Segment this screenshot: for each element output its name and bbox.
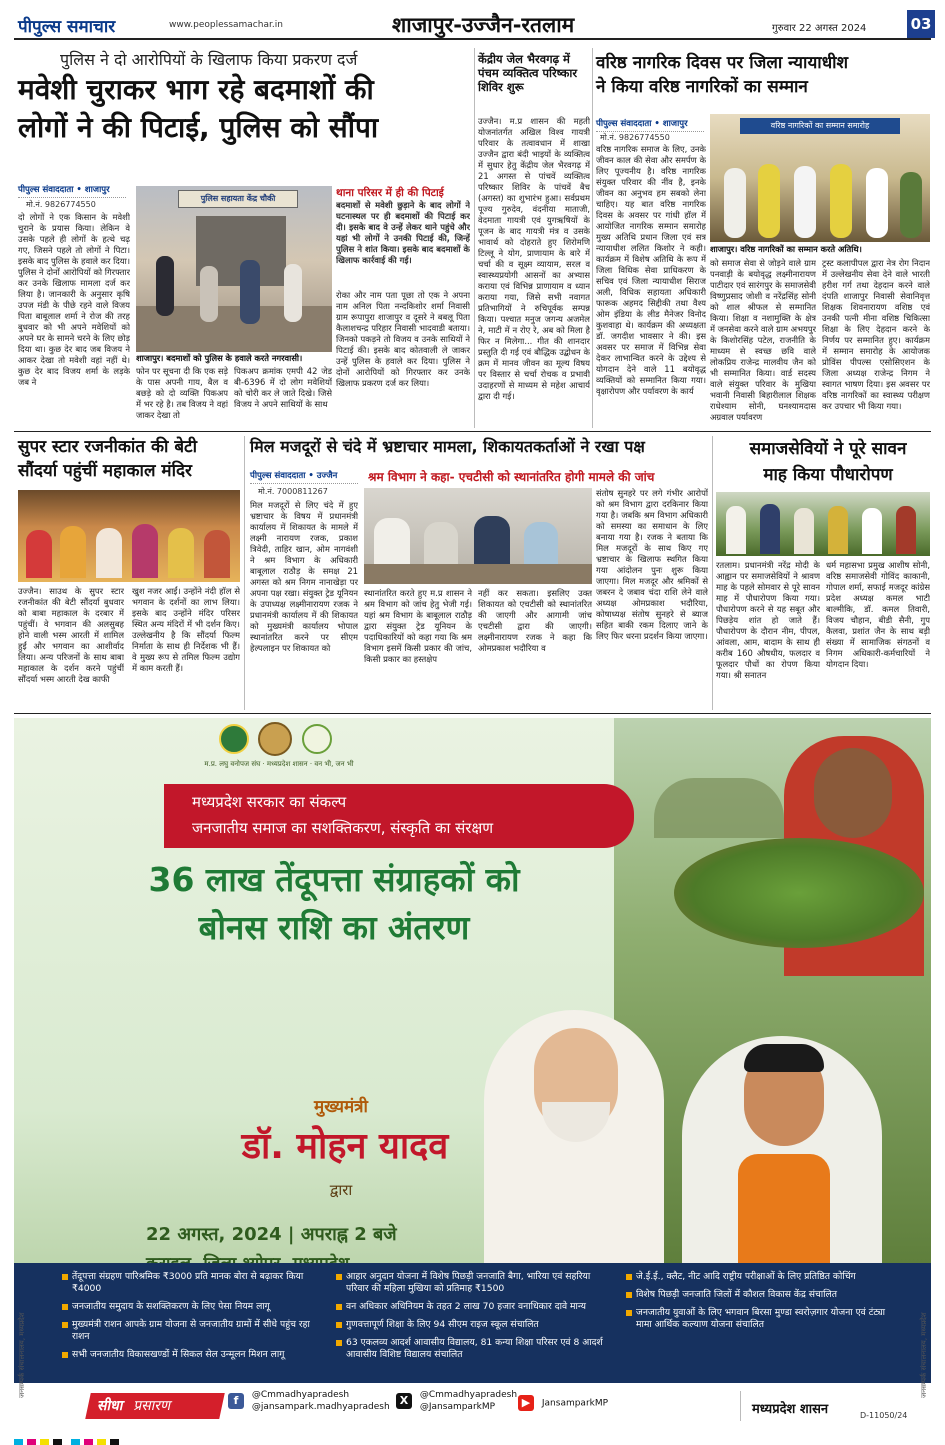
achievement-item: जनजातीय युवाओं के लिए भगवान बिरसा मुण्डा स्वरोज़गार योजना एवं टंट्या मामा आर्थिक कल्याण योजना संचालित — [624, 1307, 886, 1331]
story1-side-text-b: रोका और नाम पता पूछा तो एक ने अपना नाम अनिल पिता नन्दकिशोर शर्मा निवासी ग्राम रूपापुरा शाजापुर व दूसरे ने बबलू पिता कैलाशचन्द्र परिहार निवासी भादवाडी बताया। जिनको पकड़ने तो विजय व उनके साथियों ने पिटाई की। इसके बाद कोतवाली ले जाकर उन्हें पुलिस के हवाले कर दिया। पुलिस ने दोनों आरोपियों को गिरफ्तार कर उनके खिलाफ प्रकरण दर्ज कर लिया। — [336, 290, 470, 388]
ad-release-code: D-11050/24 — [860, 1411, 908, 1420]
story5-column-c: नहीं कर सकता। इसलिए उक्त शिकायत को एचटीसी को स्थानांतरित की जाएगी और आगामी जांच एचटीसी द्वारा की जाएगी। लक्ष्मीनारायण रजक ने कहा कि ओमप्रकाश भदौरिया व — [478, 588, 592, 653]
police-sign: पुलिस सहायता केंद्र चौकी — [178, 190, 298, 208]
story6-photo — [716, 492, 930, 556]
story1-photo — [136, 186, 332, 352]
story3-byline: पीपुल्स संवाददाता • शाजापुर — [596, 118, 704, 132]
facebook-handle-1[interactable]: @Cmmadhyapradesh — [251, 1390, 350, 1400]
story3-photo — [710, 114, 930, 242]
ad-credit-left: जनसम्पर्क संचालनालय, मध्यप्रदेश — [18, 1312, 26, 1398]
achievement-item: तेंदूपत्ता संग्रहण पारिश्रमिक ₹3000 प्रति मानक बोरा से बढ़ाकर किया ₹4000 — [60, 1271, 318, 1295]
story1-byline: पीपुल्स संवाददाता • शाजापुर — [18, 184, 126, 198]
story2-text: उज्जैन। म.प्र शासन की महती योजनांतर्गत अखिल विश्व गायत्री परिवार के तत्वावधान में शाखा उज्जैन द्वारा बंदी भाइयों के व्यक्तित्व में सुधार हेतु केंद्रीय जेल भैरवगढ़ में 21 अगस्त से पांचवें व्यक्तित्व परिष्कार शिविर के पांचवें बैच (अगस्त) का शुभारंभ हुआ। सर्वप्रथम पूज्य गुरुदेव, वंदनीया माताजी, वेदमाता गायत्री एवं युगऋषियों के पूजन के बाद गायत्री मंत्र व उसके भावार्थ को दोहराते हुए शिरोमणि टिल्लू ने योग, प्राणायाम के बारे में चर्चा की व सूक्ष्म व्यायाम, सरल व स्वास्थ्यप्रयोगी आसनों का अभ्यास कराया एवं विभिन्न प्राणायाम व ध्यान कराया गया, जिसे सभी नवागत प्रतिभागियों ने रुचिपूर्वक सम्पन्न किया। पश्चात मनुज जगन्य अजमेल ने, माटी में न रोए रे, अब को मिला है फिर न मिलेगा... गीत की शानदार प्रस्तुति दी गई एवं बौद्धिक उद्बोधन के क्रम में मानव जीवन का मूल्य विषय पर विस्तार से चर्चा रोचक व प्रभावी उदाहरणों से माध्यम से महेश आचार्य द्वारा दी गई। — [478, 116, 590, 401]
ad-title-line1: 36 लाख तेंदूपत्ता संग्राहकों को — [148, 860, 520, 899]
story1-column-bottom-a: फोन पर सूचना दी कि एक सड़े के पास अपनी गाय, बैल व बछड़े को दो व्यक्ति पिकअप में भर रहे है। तब विजय ने वहां जाकर देखा तो — [136, 366, 228, 420]
ad-title-line2: बोनस राशि का अंतरण — [198, 908, 470, 947]
story5-byline: पीपुल्स संवाददाता • उज्जैन — [250, 470, 358, 484]
achievement-item: विशेष पिछड़ी जनजाति जिलों में कौशल विकास केंद्र संचालित — [624, 1289, 886, 1301]
sidha-label: सीधा — [96, 1398, 126, 1414]
story5-subhead: श्रम विभाग ने कहा- एचटीसी को स्थानांतरित होगी मामले की जांच — [368, 470, 655, 484]
story3-column-b: को समाज सेवा से जोड़ने वाले ग्राम पनवाड़ी के बयोवृद्ध लक्ष्मीनारायण पाटीदार एवं सारंगपुर के समाजसेवी विष्णुप्रसाद जोशी व नरेंद्रसिंह सोनी को शाल श्रीफल से सम्मानित किया। शिक्षा व नशामुक्ति के क्षेत्र में जनसेवा करने वाले ग्राम अभयपुर के किशोरसिंह पटेल, राजनीति के माध्यम से स्वच्छ छवि वाले लोकप्रिय राजेन्द्र मालवीय जैन को भी सम्मानित किया। वार्ड सदस्य वाले संयुक्त परिवार के मुखिया भवानी निवासी बिहारीलाल शिक्षक राधेश्याम सोनी, घनश्यामदास अग्रवाल पर्यावरण — [710, 258, 816, 422]
issue-date: गुरुवार 22 अगस्त 2024 — [772, 23, 867, 34]
story6-headline-line1[interactable]: समाजसेवियों ने पूरे सावन — [749, 439, 907, 459]
logo-caption-2: मध्यप्रदेश शासन — [266, 760, 308, 768]
story3-column-a: वरिष्ठ नागरिक समाज के लिए, उनके जीवन काल की सेवा और समर्पण के लिए पूज्यनीय है। वरिष्ठ नागरिक संयुक्त परिवार की नींव है, इनके जीवन का अनुभव हम सबको लेना चाहिए। यह बात वरिष्ठ नागरिक दिवस के अवसर पर गांधी हॉल में आयोजित नागरिक सम्मान समारोह मुख्य अतिथि प्रधान जिला एवं सत्र न्यायाधीश ललित किशोर ने कही। कार्यक्रम में विशेष अतिथि के रूप में जिला विधिक सेवा प्राधिकरण के सचिव एवं जिला न्यायाधीश सिराज अली, विधिक सहायता अधिकारी फारूक अहमद सिद्दीकी तथा वैश्य ओम इंडिया के लीड मैनेजर विनोद कुशवाहा थे। कार्यक्रम की अध्यक्षता डॉ. जगदीश भावसार ने की। इस अवसर पर समाज में विभिन्न सेवा देकर लाभान्वित करने के उद्देश्य से योगदान देने वाले 11 बयोवृद्ध व्यक्तियों को सम्मानित किया गया। वृक्षारोपण और पर्यावरण के कार्य — [596, 144, 706, 396]
ad-pledge-line1: मध्यप्रदेश सरकार का संकल्प — [192, 793, 347, 811]
sidha-prasaran-badge — [85, 1393, 225, 1419]
prasaran-label: प्रसारण — [132, 1398, 173, 1414]
achievement-item: वन अधिकार अधिनियम के तहत 2 लाख 70 हजार वनाधिकार दावे मान्य — [334, 1301, 610, 1313]
story6-column-b: धर्म महासभा प्रमुख आशीष सोनी, वरिष्ठ समाजसेवी गोविंद काकानी, गोपाल शर्मा, सफाई मजदूर कांग्रेस प्रदेश अध्यक्ष कमल भाटी बाल्मीकि, डॉ. कमल तिवारी, विजय चौहान, बीडी सैनी, गुप कैलवा, प्रशांत जैन के साथ बड़ी संख्या में सामाजिक संगठनों व निगम अधिकारी-कर्मचारियों ने योगदान दिया। — [826, 560, 930, 669]
story1-photo-caption: शाजापुर। बदमाशों को पुलिस के हवाले करते नगरवासी। — [136, 353, 303, 363]
logo-caption-3: वन भी, जन भी — [314, 760, 354, 768]
story4-headline-line2[interactable]: सौंदर्या पहुंचीं महाकाल मंदिर — [18, 461, 192, 481]
story3-headline-line2[interactable]: ने किया वरिष्ठ नागरिकों का सम्मान — [596, 77, 808, 97]
story5-mobile: मो.नं. 7000811267 — [258, 487, 328, 496]
ad-credit-right: जनसम्पर्क संचालनालय, मध्यप्रदेश — [920, 1312, 928, 1398]
x-twitter-icon[interactable]: X — [396, 1393, 412, 1409]
masthead — [14, 10, 931, 40]
story3-photo-caption: शाजापुर। वरिष्ठ नागरिकों का सम्मान करते अतिथि। — [710, 244, 862, 254]
story1-kicker: पुलिस ने दो आरोपियों के खिलाफ किया प्रकरण दर्ज — [60, 50, 358, 69]
achievement-item: जे.ई.ई., क्लैट, नीट आदि राष्ट्रीय परीक्षाओं के लिए प्रतिष्ठित कोचिंग — [624, 1271, 886, 1283]
story2-headline[interactable]: केंद्रीय जेल भैरवगढ़ में पंचम व्यक्तित्व परिष्कार शिविर शुरू — [478, 52, 578, 94]
x-handles[interactable] — [396, 1389, 517, 1413]
cm-designation: मुख्यमंत्री — [314, 1097, 368, 1117]
story4-column-a: उज्जैन। साउथ के सुपर स्टार रजनीकांत की बेटी सौंदर्या बुधवार को बाबा महाकाल के दरबार में पहुंचीं। वे भगवान की अलसुबह होने वाली भस्म आरती में शामिल हुईं और भगवान का आशीर्वाद लिया। अन्य परिजनों के साथ बाबा महाकाल के दर्शन करने पहुंचीं सौंदर्या भस्म आरती देख काफी — [18, 586, 124, 684]
achievement-item: 63 एकलव्य आदर्श आवासीय विद्यालय, 81 कन्या शिक्षा परिसर एवं 8 आदर्श आवासीय विशिष्ट विद्यालय संचालित — [334, 1337, 610, 1361]
story5-column-d: संतोष सुनहरे पर लगे गंभीर आरोपों को श्रम विभाग द्वारा दरकिनार किया गया है। जबकि श्रम विभाग अधिकारी को समस्या का समाधान के लिए बनाया गया है। रजक ने बताया कि मिल मजदूरों के साथ किए गए भ्रष्टाचार के खिलाफ स्थगित किया गया आंदोलन पुनः शुरू किया जाएगा। मिल मजदूर और श्रमिकों से जबरन दे जबाव चंदा राशि लेने वाले अध्यक्ष ओमप्रकाश भदौरिया, कोषाध्यक्ष संतोष सुनहरे से ब्याज सहित बाकी रकम दिलाए जाने के लिए फिर धरना प्रदर्शन किया जाएगा। — [596, 488, 708, 641]
youtube-icon[interactable]: ▶ — [518, 1395, 534, 1411]
ad-date-time: 22 अगस्त, 2024 | अपराह्न 2 बजे — [146, 1224, 397, 1245]
story4-column-b: खुश नजर आईं। उन्होंने नंदी हॉल से भगवान के दर्शनों का लाभ लिया। इसके बाद उन्होंने मंदिर परिसर स्थित अन्य मंदिरों में भी दर्शन किए। उल्लेखनीय है कि सौंदर्या फिल्म निर्माता के साथ ही निर्देशक भी हैं। वे मुख्य रूप से तमिल फिल्म उद्योग में काम करती हैं। — [132, 586, 240, 673]
story3-column-c: ट्रस्ट कलापीपल द्वारा नेत्र रोग निदान में उल्लेखनीय सेवा देने वाले भारती हरीश गर्ग तथा देहदान करने वाले दंपति शाजापुर निवासी सेवानिवृत्त शिक्षक शिवनारायण वशिष्ठ एवं उनकी पत्नी मीना वशिष्ठ चिकित्सा शिक्षा के लिए देहदान करने के निर्णय पर सम्मानित हुए। कार्यक्रम में सम्मान समारोह के आयोजक प्रोविंस पीपल्स एसोसिएशन के जिला अध्यक्ष राजेन्द्र निगम ने स्वागत भाषण दिया। इस अवसर पर वरिष्ठ नागरिकों का स्वास्थ्य परीक्षण कर उपचार भी किया गया। — [822, 258, 930, 411]
forest-produce-logo — [219, 724, 249, 754]
ad-footer — [14, 1383, 931, 1430]
story5-column-a: मिल मजदूरों से लिए चंदे में हुए भ्रष्टाचार के विषय में प्रधानमंत्री कार्यालय में शिकायत के मामले में लक्ष्मी नारायण रजक, प्रकाश त्रिवेदी, ताहिर खान, ओम नागवंशी ने श्रम विभाग के अधिकारी बाबूलाल राठौड़ के समक्ष 21 अगस्त को श्रम निगम नानाखेड़ा पर अपना पक्ष रखा। संयुक्त ट्रेड यूनियन के उपाध्यक्ष लक्ष्मीनारायण रजक ने प्रधानमंत्री कार्यालय में की शिकायत को मुख्यमंत्री कार्यालय भोपाल स्थानांतरित करने पर सीएम हेल्पलाइन पर शिकायत को — [250, 500, 358, 653]
achievement-item: आहार अनुदान योजना में विशेष पिछड़ी जनजाति बैगा, भारिया एवं सहरिया परिवार की महिला मुखिया को प्रतिमाह ₹1500 — [334, 1271, 610, 1295]
story4-photo — [18, 490, 240, 582]
story1-headline-line1[interactable]: मवेशी चुराकर भाग रहे बदमाशों की — [18, 73, 374, 106]
facebook-handle-2[interactable]: @jansampark.madhyapradesh — [251, 1402, 390, 1412]
story6-headline-line2[interactable]: माह किया पौधारोपण — [763, 465, 893, 485]
story1-column-bottom-b: पिकअप क्रमांक एमपी 42 जेड बी-6396 में दो लोग मवेशियों को चोरी कर ले जाते दिखे। जिसे विजय ने अपने साथियों के साथ — [234, 366, 332, 409]
achievement-item: गुणवत्तापूर्ण शिक्षा के लिए 94 सीएम राइज स्कूल संचालित — [334, 1319, 610, 1331]
ad-achievements-panel — [14, 1263, 931, 1383]
x-handle-1[interactable]: @Cmmadhyapradesh — [419, 1390, 518, 1400]
achievements-column-1 — [60, 1271, 318, 1367]
story5-photo — [364, 488, 592, 584]
cm-name: डॉ. मोहन यादव — [241, 1126, 449, 1167]
website-url[interactable]: www.peoplessamachar.in — [169, 20, 283, 30]
issuer-name: मध्यप्रदेश शासन — [752, 1402, 829, 1417]
portrait-prime-minister — [484, 1010, 664, 1263]
achievement-item: सभी जनजातीय विकासखण्डों में सिकल सेल उन्मूलन मिशन लागू — [60, 1349, 318, 1361]
facebook-icon[interactable]: f — [228, 1393, 244, 1409]
ad-photo-leaves-basket — [674, 838, 924, 948]
story4-headline-line1[interactable]: सुपर स्टार रजनीकांत की बेटी — [18, 437, 198, 457]
story1-side-text: बदमाशों से मवेशी छुड़ाने के बाद लोगों ने घटनास्थल पर ही बदमाशों की पिटाई कर दी। इसके बाद वे उन्हें लेकर थाने पहुंचे और यहां भी लोगों ने उनकी पिटाई की, जिन्हें पुलिस ने शांत किया। इसके बाद बदमाशों के खिलाफ कार्रवाई की गई। — [336, 200, 470, 265]
achievements-column-3 — [624, 1271, 886, 1337]
facebook-handles[interactable] — [228, 1389, 390, 1413]
youtube-handle-text[interactable]: JansamparkMP — [541, 1398, 609, 1409]
ad-pledge-banner — [164, 784, 634, 848]
van-bhi-jan-bhi-logo — [302, 724, 332, 754]
achievement-item: मुख्यमंत्री राशन आपके ग्राम योजना से जनजातीय ग्रामों में सीधे पहुंच रहा राशन — [60, 1319, 318, 1343]
portrait-chief-minister — [682, 1036, 882, 1263]
ad-pledge-line2: जनजातीय समाज का सशक्तिकरण, संस्कृति का संरक्षण — [192, 819, 494, 837]
story6-column-a: रतलाम। प्रधानमंत्री नरेंद्र मोदी के आह्वान पर समाजसेवियों ने श्रावण माह के पहले सोमवार से पूरे सावन माह में पौधारोपण किया गया। पौधारोपण करने से यह सबूत और पिछड़ेय शांत हो जाते हैं। पौधारोपण के दौरान नीम, पीपल, आंवला, आम, बादाम के साथ ही करीब 160 औषधीय, फलदार व फूलदार पौधों का रोपण किया गया। श्री सनातन — [716, 560, 820, 680]
youtube-handle[interactable] — [518, 1395, 608, 1411]
logo-caption-1: म.प्र. लघु वनोपज संघ — [204, 760, 261, 768]
achievement-item: जनजातीय समुदाय के सशक्तिकरण के लिए पेसा नियम लागू — [60, 1301, 318, 1313]
x-handle-2[interactable]: @JansamparkMP — [419, 1402, 496, 1412]
print-registration-marks — [14, 1432, 931, 1440]
story1-column-left: दो लोगों ने एक किसान के मवेशी चुराने के प्रयास किया। लेकिन वे उसके पहले ही लोगों के हत्थे चढ़ गए, जिसने पहले तो लोगों ने पिटा। इसके बाद पुलिस के हवाले कर दिया। पुलिस ने दोनों आरोपियों को गिरफ्तार कर उनके खिलाफ मामला दर्ज कर लिया है। जानकारी के अनुसार कृषि उपज मंडी के पीछे रहने वाले विजय पिता बाबूलाल शर्मा ने रोज की तरह बुधवार को भी अपने मवेशियों को अपने घर के सामने चरने के लिए छोड़ दिया था। कुछ देर बाद जब विजय ने आकर देखा तो मवेशी वहां नहीं थे। कुछ देर बाद विजय शर्मा के लड़के जब ने — [18, 212, 130, 387]
mp-government-emblem — [258, 722, 292, 756]
page-number: 03 — [907, 10, 935, 38]
story3-mobile: मो.नं. 9826774550 — [600, 133, 670, 142]
ad-by-label: द्वारा — [329, 1181, 353, 1199]
newspaper-logo: पीपुल्स समाचार — [18, 17, 116, 37]
story1-side-subhead: थाना परिसर में ही की पिटाई — [336, 187, 444, 199]
story5-column-b: स्थानांतरित करते हुए म.प्र शासन ने श्रम विभाग को जांच हेतु भेजी गई। यहां श्रम विभाग के बाबूलाल राठौड़ द्वारा संयुक्त ट्रेड यूनियन के पदाधिकारियों को कहा गया कि श्रम विभाग इसमें किसी प्रकार की जांच, किसी प्रकार का हस्तक्षेप — [364, 588, 472, 664]
government-advertisement[interactable]: म.प्र. लघु वनोपज संघ · मध्यप्रदेश शासन · वन भी, जन भी मध्यप्रदेश सरकार का संकल्प जनजातीय समाज का सशक्तिकरण, संस्कृति का संरक्षण 36 लाख तेंदूपत्ता संग्राहकों को बोनस राशि का अंतरण मुख्यमंत्री डॉ. मोहन यादव द्वारा 22 अगस्त, 2024 | अपराह्न 2 बजे तेंदूपत्ता संग्रहण पारिश्रमिक ₹3000 प्रति मानक बोरा से बढ़ाकर किया ₹4000 जनजातीय समुदाय के सशक्तिकरण के लिए पेसा नियम लागू मुख्यमंत्री राशन आपके ग्राम योजना से जनजातीय ग्रामों में सीधे पहुंच रहा राशन सभी जनजातीय विकासखण्डों में सिकल सेल उन्मूलन मिशन लागू आहार अनुदान योजना में विशेष पिछड़ी जनजाति बैगा, भारिया एवं सहरिया परिवार की महिला मुखिया को प्रतिमाह ₹1500 वन अधिकार अधिनियम के तहत 2 लाख 70 हजार वनाधिकार दावे मान्य गुणवत्तापूर्ण शिक्षा के लिए 94 सीएम राइज स्कूल संचालित 63 एकलव्य आदर्श आवासीय विद्यालय, 81 कन्या शिक्षा परिसर एवं 8 आदर्श आवासीय विशिष्ट विद्यालय संचालित जे.ई.ई., क्लैट, नीट आदि राष्ट्रीय परीक्षाओं के लिए प्रतिष्ठित कोचिंग विशेष पिछड़ी जनजाति जिलों में कौशल विकास केंद्र संचालित जनजातीय युवाओं के लिए भगवान बिरसा मुण्डा स्वरोज़गार योजना एवं टंट्या मामा आर्थिक कल्याण योजना संचालित सीधा प्रसारण f @Cmmadhyapradesh @jansampark.madhyapradesh X @Cmmadhyapradesh @JansamparkMP ▶ JansamparkMP मध्यप्रदेश शासन D-11050/24 जनसम्पर्क संचालनालय, मध्यप्रदेश जनसम्पर्क संचालनालय, मध्यप्रदेश — [14, 718, 931, 1430]
story1-mobile: मो.नं. 9826774550 — [26, 200, 96, 209]
story5-headline[interactable]: मिल मजदूरों से चंदे में भ्रष्टाचार मामला, शिकायतकर्ताओं ने रखा पक्ष — [250, 437, 645, 456]
achievements-column-2 — [334, 1271, 610, 1367]
story1-headline-line2[interactable]: लोगों ने की पिटाई, पुलिस को सौंपा — [18, 111, 379, 144]
event-banner: वरिष्ठ नागरिकों का सम्मान समारोह — [740, 118, 900, 134]
section-title: शाजापुर-उज्जैन-रतलाम — [392, 13, 575, 37]
story3-headline-line1[interactable]: वरिष्ठ नागरिक दिवस पर जिला न्यायाधीश — [596, 53, 849, 73]
